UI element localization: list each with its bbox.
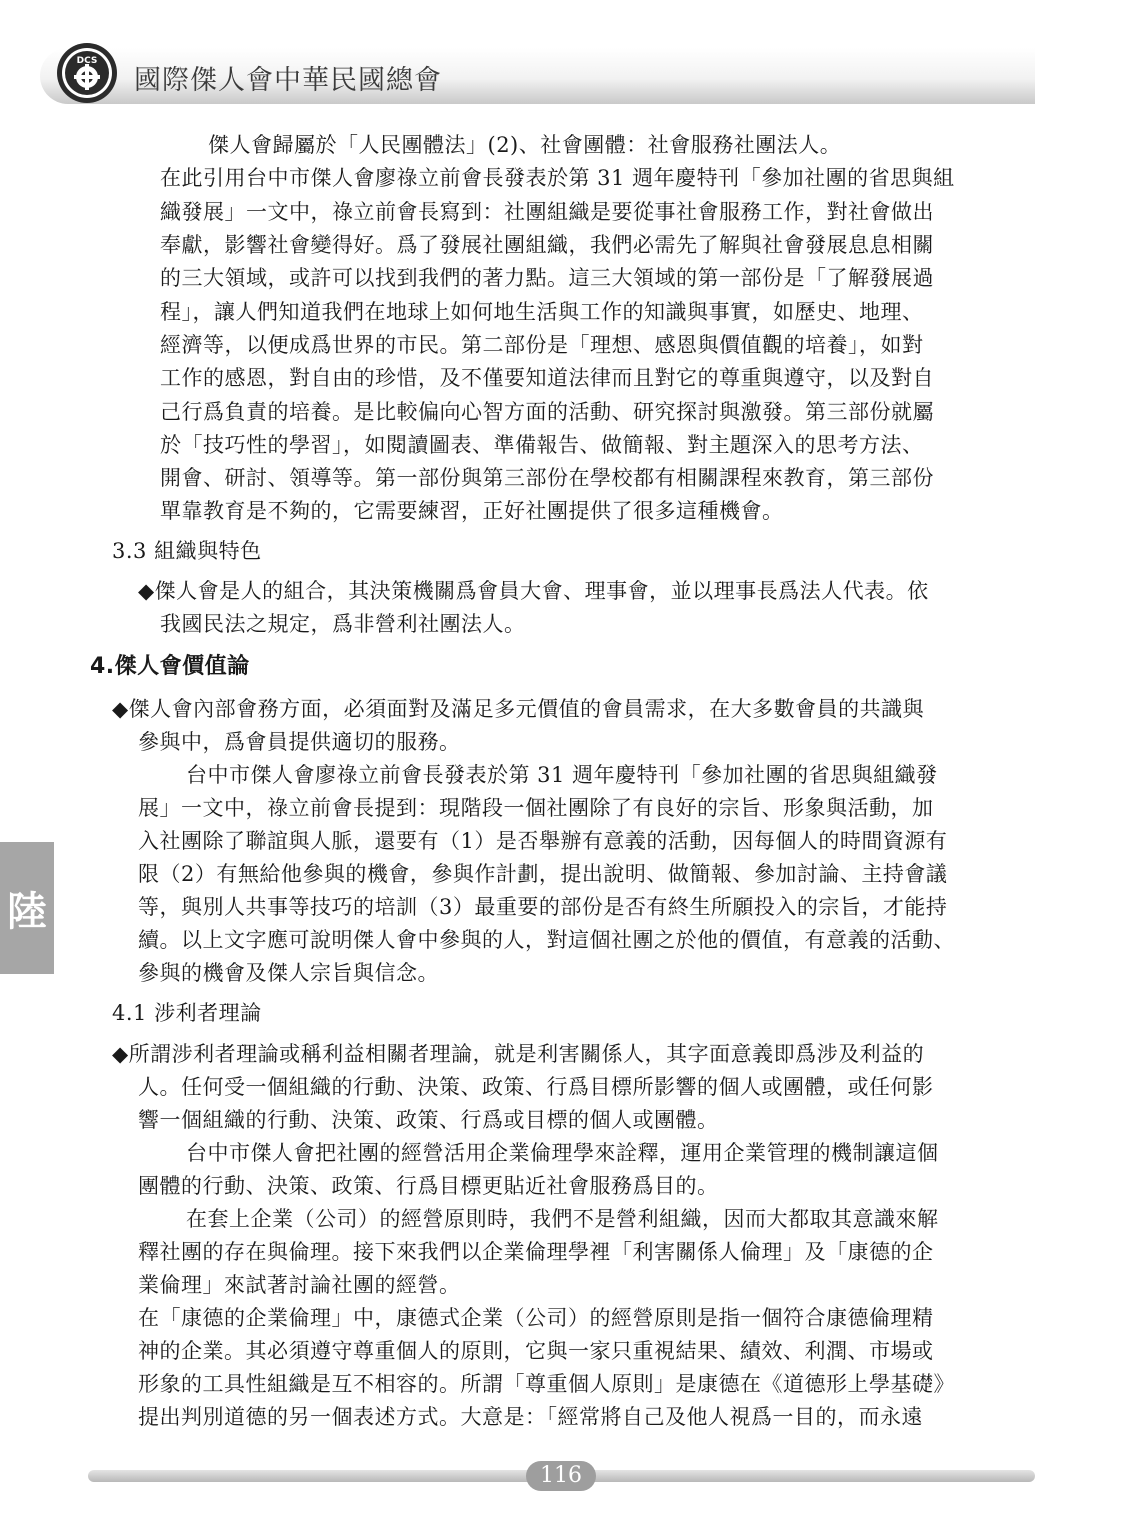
text-line: 釋社團的存在與倫理。接下來我們以企業倫理學裡「利害關係人倫理」及「康德的企 <box>138 1240 934 1264</box>
text-line: 團體的行動、決策、政策、行爲目標更貼近社會服務爲目的。 <box>138 1174 719 1198</box>
text-line: 參與中，爲會員提供適切的服務。 <box>138 730 461 754</box>
text-line: 響一個組織的行動、決策、政策、行爲或目標的個人或團體。 <box>138 1108 719 1132</box>
text-line: 展」一文中，祿立前會長提到：現階段一個社團除了有良好的宗旨、形象與活動，加 <box>138 796 934 820</box>
section-heading-3-3: 3.3 組織與特色 <box>112 539 262 563</box>
text-line: 續。以上文字應可說明傑人會中參與的人，對這個社團之於他的價值，有意義的活動、 <box>138 928 955 952</box>
text-line: 入社團除了聯誼與人脈，還要有（1）是否舉辦有意義的活動，因每個人的時間資源有 <box>138 829 948 853</box>
page-number: 116 <box>526 1461 596 1491</box>
text-line: 經濟等，以便成爲世界的市民。第二部份是「理想、感恩與價值觀的培養」，如對 <box>160 333 924 357</box>
text-line: 開會、研討、領導等。第一部份與第三部份在學校都有相關課程來教育，第三部份 <box>160 466 934 490</box>
bullet-item: ◆傑人會內部會務方面，必須面對及滿足多元價值的會員需求，在大多數會員的共識與 <box>112 697 925 721</box>
text-line: 台中市傑人會廖祿立前會長發表於第 31 週年慶特刊「參加社團的省思與組織發 <box>186 763 938 787</box>
text-line: 於「技巧性的學習」，如閱讀圖表、準備報告、做簡報、對主題深入的思考方法、 <box>160 433 924 457</box>
text-line: 限（2）有無給他參與的機會，參與作計劃，提出說明、做簡報、參加討論、主持會議 <box>138 862 948 886</box>
text-line: 提出判別道德的另一個表述方式。大意是：「經常將自己及他人視爲一目的，而永遠 <box>138 1405 923 1429</box>
text-line: 單靠教育是不夠的，它需要練習，正好社團提供了很多這種機會。 <box>160 499 784 523</box>
text-line: 參與的機會及傑人宗旨與信念。 <box>138 961 439 985</box>
section-heading-4-1: 4.1 涉利者理論 <box>112 1001 262 1025</box>
text-line: 己行爲負責的培養。是比較偏向心智方面的活動、研究探討與激發。第三部份就屬 <box>160 400 934 424</box>
text-line: 人。任何受一個組織的行動、決策、政策、行爲目標所影響的個人或團體，或任何影 <box>138 1075 934 1099</box>
bullet-item: ◆所謂涉利者理論或稱利益相關者理論，就是利害關係人，其字面意義即爲涉及利益的 <box>112 1042 925 1066</box>
text-line: 工作的感恩，對自由的珍惜，及不僅要知道法律而且對它的尊重與遵守，以及對自 <box>160 366 934 390</box>
text-line: 神的企業。其必須遵守尊重個人的原則，它與一家只重視結果、績效、利潤、市場或 <box>138 1339 934 1363</box>
text-line: 業倫理」來試著討論社團的經營。 <box>138 1273 461 1297</box>
text-line: 等，與別人共事等技巧的培訓（3）最重要的部份是否有終生所願投入的宗旨，才能持 <box>138 895 948 919</box>
text-line: 在套上企業（公司）的經營原則時，我們不是營利組織，因而大都取其意識來解 <box>186 1207 939 1231</box>
text-line: 傑人會歸屬於「人民團體法」(2)、社會團體：社會服務社團法人。 <box>208 133 842 157</box>
text-line: 的三大領域，或許可以找到我們的著力點。這三大領域的第一部份是「了解發展過 <box>160 266 934 290</box>
text-line: 在「康德的企業倫理」中，康德式企業（公司）的經營原則是指一個符合康德倫理精 <box>138 1306 934 1330</box>
text-line: 在此引用台中市傑人會廖祿立前會長發表於第 31 週年慶特刊「參加社團的省思與組 <box>160 166 955 190</box>
text-line: 奉獻，影響社會變得好。爲了發展社團組織，我們必需先了解與社會發展息息相關 <box>160 233 934 257</box>
logo-text: DCS <box>76 56 98 66</box>
text-line: 形象的工具性組織是互不相容的。所謂「尊重個人原則」是康德在《道德形上學基礎》 <box>138 1372 955 1396</box>
text-line: 織發展」一文中，祿立前會長寫到：社團組織是要從事社會服務工作，對社會做出 <box>160 200 934 224</box>
association-logo <box>56 42 118 104</box>
header-title: 國際傑人會中華民國總會 <box>134 65 442 96</box>
text-line: 程」，讓人們知道我們在地球上如何地生活與工作的知識與事實，如歷史、地理、 <box>160 300 924 324</box>
bullet-item: ◆傑人會是人的組合，其決策機關爲會員大會、理事會，並以理事長爲法人代表。依 <box>138 579 929 603</box>
section-heading-4: 4.傑人會價值論 <box>90 654 250 679</box>
text-line: 我國民法之規定，爲非營利社團法人。 <box>160 612 526 636</box>
text-line: 台中市傑人會把社團的經營活用企業倫理學來詮釋，運用企業管理的機制讓這個 <box>186 1141 939 1165</box>
chapter-tab: 陸 <box>0 842 54 974</box>
